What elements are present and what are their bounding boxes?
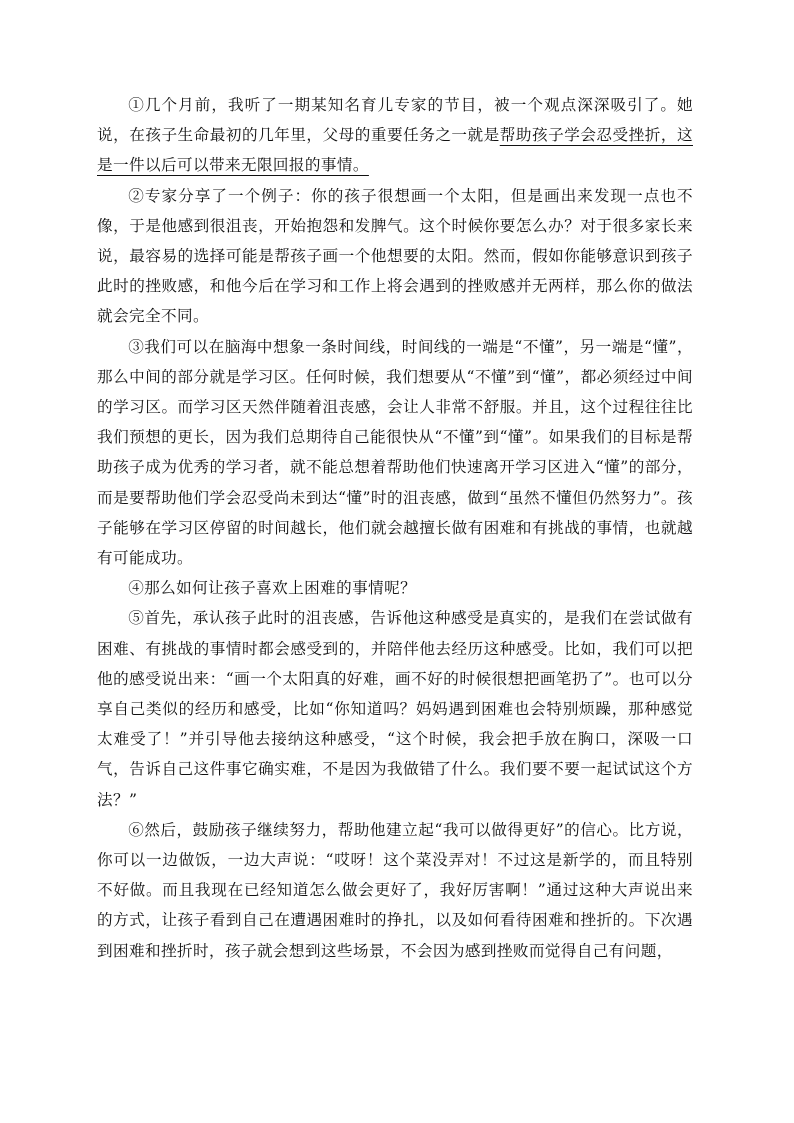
paragraph-6: ⑥然后，鼓励孩子继续努力，帮助他建立起“我可以做得更好”的信心。比方说，你可以一边做饭，一边大声说：“哎呀！这个菜没弄对！不过这是新学的，而且特别不好做。而且我现在已经知道怎么做会更好了，我好厉害啊！”通过这种大声说出来的方式，让孩子看到自己在遭遇困难时的挣扎，以及如何看待困难和挫折的。下次遇到困难和挫折时，孩子就会想到这些场景，不会因为感到挫败而觉得自己有问题， [97,820,693,960]
paragraph-2: ②专家分享了一个例子：你的孩子很想画一个太阳，但是画出来发现一点也不像，于是他感到很沮丧，开始抱怨和发脾气。这个时候你要怎么办？对于很多家长来说，最容易的选择可能是帮孩子画一个他想要的太阳。然而，假如你能够意识到孩子此时的挫败感，和他今后在学习和工作上将会遇到的挫败感并无两样，那么你的做法就会完全不同。 [97,186,693,326]
paragraph-3: ③我们可以在脑海中想象一条时间线，时间线的一端是“不懂”，另一端是“懂”，那么中间的部分就是学习区。任何时候，我们想要从“不懂”到“懂”，都必须经过中间的学习区。而学习区天然伴随着沮丧感，会让人非常不舒服。并且，这个过程往往比我们预想的更长，因为我们总期待自己能很快从“不懂”到“懂”。如果我们的目标是帮助孩子成为优秀的学习者，就不能总想着帮助他们快速离开学习区进入“懂”的部分，而是要帮助他们学会忍受尚未到达“懂”时的沮丧感，做到“虽然不懂但仍然努力”。孩子能够在学习区停留的时间越长，他们就会越擅长做有困难和有挑战的事情，也就越有可能成功。 [97,337,693,568]
paragraph-4: ④那么如何让孩子喜欢上困难的事情呢？ [128,579,417,598]
paragraph-5: ⑤首先，承认孩子此时的沮丧感，告诉他这种感受是真实的，是我们在尝试做有困难、有挑战的事情时都会感受到的，并陪伴他去经历这种感受。比如，我们可以把他的感受说出来：“画一个太阳真的好难，画不好的时候很想把画笔扔了”。也可以分享自己类似的经历和感受，比如“你知道吗？妈妈遇到困难也会特别烦躁，那种感觉太难受了！”并引导他去接纳这种感受，“这个时候，我会把手放在胸口，深吸一口气，告诉自己这件事它确实难，不是因为我做错了什么。我们要不要一起试试这个方法？” [97,609,693,809]
paragraph-1 [97,90,693,181]
paragraph-1-text: ①几个月前，我听了一期某知名育儿专家的节目，被一个观点深深吸引了。她说，在孩子生命最初的几年里，父母的重要任务之一就是 [97,96,693,145]
underlined-key-sentence: 帮助孩子学会忍受挫折，这是一件以后可以带来无限回报的事情。 [97,126,693,175]
article-body [97,90,693,966]
